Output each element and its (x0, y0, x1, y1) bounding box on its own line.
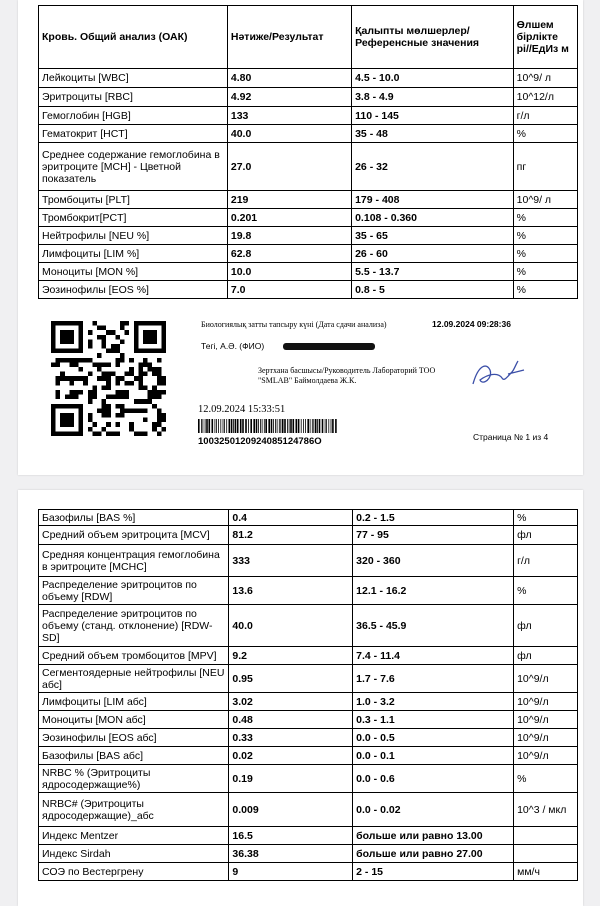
test-result: 133 (227, 107, 351, 125)
test-name: СОЭ по Вестергрену (39, 863, 229, 881)
unit: 10^9/л (514, 665, 578, 693)
reference-range: 7.4 - 11.4 (353, 647, 514, 665)
table-row (39, 209, 578, 227)
unit: 10^9/л (514, 747, 578, 765)
unit: 10^9/л (514, 693, 578, 711)
test-result: 62.8 (227, 245, 351, 263)
test-name: Распределение эритроцитов по объему [RDW] (39, 577, 229, 605)
unit: % (513, 281, 577, 299)
test-result: 81.2 (229, 526, 353, 545)
table-row (39, 647, 578, 665)
reference-range: 0.3 - 1.1 (353, 711, 514, 729)
test-name: Эозинофилы [EOS абс] (39, 729, 229, 747)
reference-range: 0.0 - 0.6 (353, 765, 514, 793)
test-name: Моноциты [MON %] (39, 263, 228, 281)
test-name: Базофилы [BAS абс] (39, 747, 229, 765)
test-result: 0.02 (229, 747, 353, 765)
unit: % (513, 245, 577, 263)
reference-range: 26 - 60 (352, 245, 514, 263)
test-name: NRBC# (Эритроциты ядросодержащие)_абс (39, 793, 229, 827)
redaction-bar (283, 343, 375, 350)
test-name: Средний объем эритроцита [MCV] (39, 526, 229, 545)
test-result: 219 (227, 191, 351, 209)
unit: 10^12/л (513, 88, 577, 107)
lab-head-line-1: Зертхана басшысы/Руководитель Лабораторий ТОО (258, 366, 436, 375)
qr-code (51, 321, 166, 436)
table-row (39, 577, 578, 605)
test-name: Лимфоциты [LIM абс] (39, 693, 229, 711)
report-page-2 (18, 490, 583, 906)
unit (514, 845, 578, 863)
reference-range: 4.5 - 10.0 (352, 69, 514, 88)
table-row (39, 281, 578, 299)
test-result: 9.2 (229, 647, 353, 665)
unit: % (513, 227, 577, 245)
barcode (198, 419, 338, 433)
table-row (39, 665, 578, 693)
test-name: Эритроциты [RBC] (39, 88, 228, 107)
reference-range: 3.8 - 4.9 (352, 88, 514, 107)
unit: % (513, 263, 577, 281)
unit: % (514, 577, 578, 605)
test-name: Тромбокрит[PCT] (39, 209, 228, 227)
table-row (39, 263, 578, 281)
unit: фл (514, 526, 578, 545)
unit: % (514, 765, 578, 793)
unit: фл (514, 647, 578, 665)
print-datetime: 12.09.2024 15:33:51 (198, 404, 286, 415)
test-name: Средний объем тромбоцитов [MPV] (39, 647, 229, 665)
unit: % (513, 125, 577, 143)
test-name: Гемоглобин [HGB] (39, 107, 228, 125)
table-row (39, 605, 578, 647)
sample-date-label: Биологиялық затты тапсыру күні (Дата сдачи анализа) (201, 320, 387, 329)
test-result: 0.19 (229, 765, 353, 793)
reference-range: 26 - 32 (352, 143, 514, 191)
test-result: 13.6 (229, 577, 353, 605)
test-result: 10.0 (227, 263, 351, 281)
test-name: Лейкоциты [WBC] (39, 69, 228, 88)
unit: 10^9/ л (513, 69, 577, 88)
reference-range: 110 - 145 (352, 107, 514, 125)
reference-range: 0.8 - 5 (352, 281, 514, 299)
test-name: Сегментоядерные нейтрофилы [NEU абс] (39, 665, 229, 693)
test-result: 9 (229, 863, 353, 881)
test-result: 3.02 (229, 693, 353, 711)
test-name: Распределение эритроцитов по объему (станд. отклонение) [RDW-SD] (39, 605, 229, 647)
test-name: Среднее содержание гемоглобина в эритроците [MCH] - Цветной показатель (39, 143, 228, 191)
table-row (39, 191, 578, 209)
test-result: 333 (229, 545, 353, 577)
table-row (39, 88, 578, 107)
page-number: Страница № 1 из 4 (473, 432, 549, 442)
reference-range: 35 - 48 (352, 125, 514, 143)
test-result: 0.48 (229, 711, 353, 729)
reference-range: 77 - 95 (353, 526, 514, 545)
unit: пг (513, 143, 577, 191)
table-row (39, 793, 578, 827)
test-name: Средняя концентрация гемоглобина в эритроците [MCHC] (39, 545, 229, 577)
table-row (39, 845, 578, 863)
test-result: 40.0 (227, 125, 351, 143)
reference-range: 12.1 - 16.2 (353, 577, 514, 605)
reference-range: 35 - 65 (352, 227, 514, 245)
unit: 10^3 / мкл (514, 793, 578, 827)
table-row (39, 729, 578, 747)
unit: % (513, 209, 577, 227)
table-row (39, 125, 578, 143)
results-table-1 (38, 5, 578, 299)
reference-range: 0.0 - 0.5 (353, 729, 514, 747)
reference-range: 5.5 - 13.7 (352, 263, 514, 281)
test-result: 0.201 (227, 209, 351, 227)
unit: 10^9/л (514, 729, 578, 747)
barcode-number: 1003250120924085124786O (198, 436, 322, 447)
test-name: Лимфоциты [LIM %] (39, 245, 228, 263)
test-name: Индекс Mentzer (39, 827, 229, 845)
unit: фл (514, 605, 578, 647)
unit: мм/ч (514, 863, 578, 881)
reference-range: 0.2 - 1.5 (353, 510, 514, 526)
lab-head-line-2: "SMLAB" Баймолдаева Ж.К. (258, 376, 357, 385)
test-name: Гематокрит [HCT] (39, 125, 228, 143)
patient-name-label: Тегі, А.Ә. (ФИО) (201, 341, 265, 351)
results-table-2 (38, 509, 578, 881)
test-result: 16.5 (229, 827, 353, 845)
reference-range: 1.0 - 3.2 (353, 693, 514, 711)
test-result: 4.80 (227, 69, 351, 88)
table-row (39, 245, 578, 263)
test-result: 7.0 (227, 281, 351, 299)
unit: 10^9/л (514, 711, 578, 729)
test-name: Моноциты [MON абс] (39, 711, 229, 729)
unit: г/л (513, 107, 577, 125)
reference-range: 1.7 - 7.6 (353, 665, 514, 693)
header-reference: Қалыпты мөлшерлер/Референсные значения (352, 6, 514, 69)
table-row (39, 747, 578, 765)
unit: 10^9/ л (513, 191, 577, 209)
reference-range: 36.5 - 45.9 (353, 605, 514, 647)
table-row (39, 69, 578, 88)
reference-range: 0.0 - 0.02 (353, 793, 514, 827)
test-name: Нейтрофилы [NEU %] (39, 227, 228, 245)
test-result: 0.33 (229, 729, 353, 747)
table-row (39, 227, 578, 245)
header-result: Нәтиже/Результат (227, 6, 351, 69)
header-test: Кровь. Общий анализ (ОАК) (39, 6, 228, 69)
test-result: 27.0 (227, 143, 351, 191)
unit: % (514, 510, 578, 526)
reference-range: больше или равно 27.00 (353, 845, 514, 863)
test-result: 19.8 (227, 227, 351, 245)
reference-range: 0.108 - 0.360 (352, 209, 514, 227)
test-name: NRBC % (Эритроциты ядросодержащие%) (39, 765, 229, 793)
table-row (39, 526, 578, 545)
reference-range: 179 - 408 (352, 191, 514, 209)
test-result: 0.009 (229, 793, 353, 827)
unit: г/л (514, 545, 578, 577)
test-result: 40.0 (229, 605, 353, 647)
table-row (39, 711, 578, 729)
table-row (39, 827, 578, 845)
table-row (39, 693, 578, 711)
reference-range: 0.0 - 0.1 (353, 747, 514, 765)
reference-range: больше или равно 13.00 (353, 827, 514, 845)
test-result: 36.38 (229, 845, 353, 863)
header-unit: Өлшем бірлікте рі//ЕдИз м (513, 6, 577, 69)
test-result: 0.4 (229, 510, 353, 526)
table-row (39, 545, 578, 577)
reference-range: 320 - 360 (353, 545, 514, 577)
sample-date-value: 12.09.2024 09:28:36 (432, 319, 511, 329)
unit (514, 827, 578, 845)
table-row (39, 510, 578, 526)
signature (468, 356, 528, 391)
table-row (39, 765, 578, 793)
table-row (39, 863, 578, 881)
test-result: 4.92 (227, 88, 351, 107)
reference-range: 2 - 15 (353, 863, 514, 881)
table-row (39, 107, 578, 125)
test-result: 0.95 (229, 665, 353, 693)
test-name: Индекс Sirdah (39, 845, 229, 863)
test-name: Тромбоциты [PLT] (39, 191, 228, 209)
test-name: Эозинофилы [EOS %] (39, 281, 228, 299)
table-row (39, 143, 578, 191)
report-page-1 (18, 0, 583, 475)
test-name: Базофилы [BAS %] (39, 510, 229, 526)
